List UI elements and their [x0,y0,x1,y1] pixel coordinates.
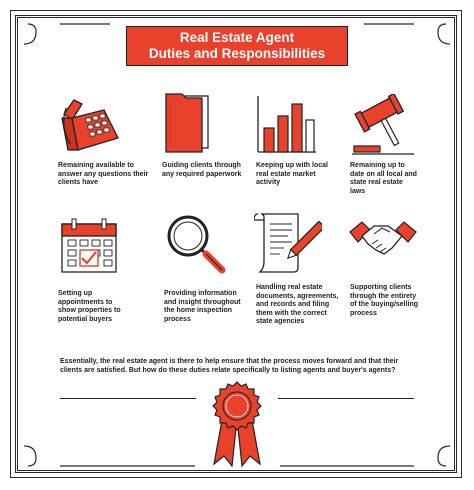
item-caption-2: Guiding clients through any required paperwork [162,162,242,178]
right-divider [278,398,414,399]
left-divider [60,398,196,399]
item-caption-8: Supporting clients through the entirety of the buying/selling process [350,284,419,317]
item-caption-3: Keeping up with local real estate market activity [256,162,328,187]
bar-chart-icon [254,94,318,156]
handshake-icon [348,214,418,264]
title-line-1: Real Estate Agent [179,30,295,45]
document-pen-icon [254,210,322,276]
item-caption-4: Remaining up to date on all local and state real estate laws [350,162,417,195]
item-caption-1: Remaining available to answer any questions their clients have [58,162,149,187]
item-caption-6: Providing information and insight throughout the home inspection process [164,290,241,323]
magnifying-glass-icon [164,212,228,276]
gavel-icon [350,94,416,156]
ribbon-seal-icon [208,380,266,468]
title-line-2: Duties and Responsibilities [148,46,326,61]
summary-paragraph: Essentially, the real estate agent is there to help ensure that the process moves forward and that their clients are satisfied. But how do these duties relate specifically to listing agents and buyer's agents? [60,358,399,374]
item-caption-7: Handling real estate documents, agreements, and records and filing them with the correct state agencies [256,284,339,326]
calendar-icon [58,216,120,276]
folder-icon [162,92,214,154]
title-banner [126,26,348,66]
telephone-icon [58,96,122,154]
item-caption-5: Setting up appointments to show properties to potential buyers [58,290,121,323]
